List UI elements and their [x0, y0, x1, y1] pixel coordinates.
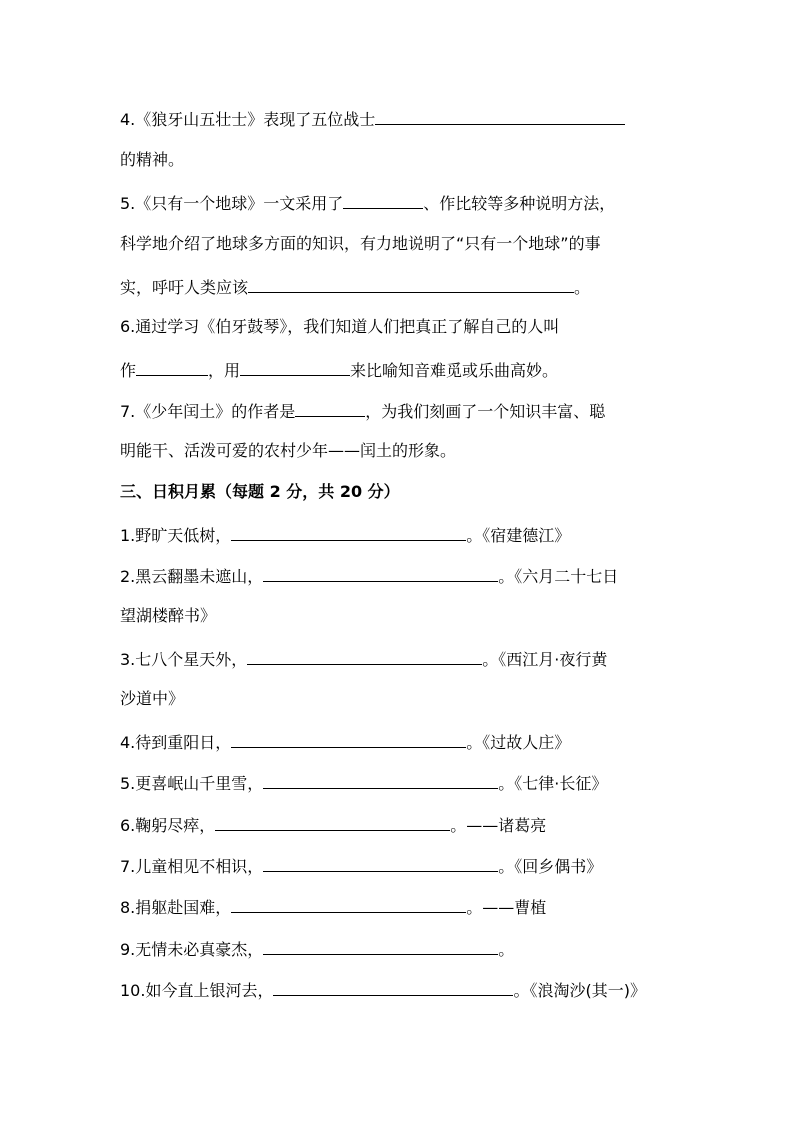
- question-7-line-2: 明能干、活泼可爱的农村少年——闰土的形象。: [120, 441, 457, 460]
- poem-item-5: 5.更喜岷山千里雪， 。《七律·长征》: [120, 774, 608, 793]
- poem-item-2: 2.黑云翻墨未遮山， 。《六月二十七日: [120, 567, 619, 586]
- poem-item-4: 4.待到重阳日， 。《过故人庄》: [120, 733, 571, 752]
- answer-blank[interactable]: [240, 359, 350, 376]
- poem-item-8: 8.捐躯赴国难， 。——曹植: [120, 898, 547, 917]
- answer-blank[interactable]: [136, 359, 208, 376]
- poem-item-3-cont: 沙道中》: [120, 689, 185, 708]
- answer-blank[interactable]: [375, 108, 625, 125]
- question-4-line-1: 4.《狼牙山五壮士》表现了五位战士: [120, 108, 625, 130]
- answer-blank[interactable]: [263, 565, 498, 582]
- poem-item-1: 1.野旷天低树， 。《宿建德江》: [120, 526, 571, 545]
- answer-blank[interactable]: [263, 855, 498, 872]
- question-5-line-2: 科学地介绍了地球多方面的知识，有力地说明了“只有一个地球”的事: [120, 234, 601, 253]
- answer-blank[interactable]: [263, 938, 498, 955]
- section-3-title: 三、日积月累（每题 2 分，共 20 分）: [120, 482, 400, 501]
- poem-item-6: 6.鞠躬尽瘁， 。——诸葛亮: [120, 816, 547, 835]
- question-4-line-2: 的精神。: [120, 150, 185, 169]
- answer-blank[interactable]: [248, 276, 574, 293]
- answer-blank[interactable]: [231, 896, 466, 913]
- question-5-line-1: 5.《只有一个地球》一文采用了 、作比较等多种说明方法，: [120, 194, 616, 213]
- answer-blank[interactable]: [215, 814, 450, 831]
- question-5-line-3: 实，呼吁人类应该 。: [120, 278, 591, 297]
- answer-blank[interactable]: [231, 524, 466, 541]
- answer-blank[interactable]: [247, 648, 482, 665]
- answer-blank[interactable]: [295, 400, 365, 417]
- answer-blank[interactable]: [273, 979, 513, 996]
- question-6-line-1: 6.通过学习《伯牙鼓琴》，我们知道人们把真正了解自己的人叫: [120, 317, 560, 336]
- poem-item-10: 10.如今直上银河去， 。《浪淘沙(其一)》: [120, 981, 646, 1000]
- poem-item-2-cont: 望湖楼醉书》: [120, 606, 217, 625]
- poem-item-7: 7.儿童相见不相识， 。《回乡偶书》: [120, 857, 603, 876]
- question-6-line-2: 作 ，用 来比喻知音难觅或乐曲高妙。: [120, 361, 559, 380]
- answer-blank[interactable]: [263, 772, 498, 789]
- question-7-line-1: 7.《少年闰土》的作者是 ，为我们刻画了一个知识丰富、聪: [120, 402, 606, 421]
- answer-blank[interactable]: [343, 192, 423, 209]
- answer-blank[interactable]: [231, 731, 466, 748]
- poem-item-9: 9.无情未必真豪杰， 。: [120, 940, 515, 959]
- poem-item-3: 3.七八个星天外， 。《西江月·夜行黄: [120, 650, 608, 669]
